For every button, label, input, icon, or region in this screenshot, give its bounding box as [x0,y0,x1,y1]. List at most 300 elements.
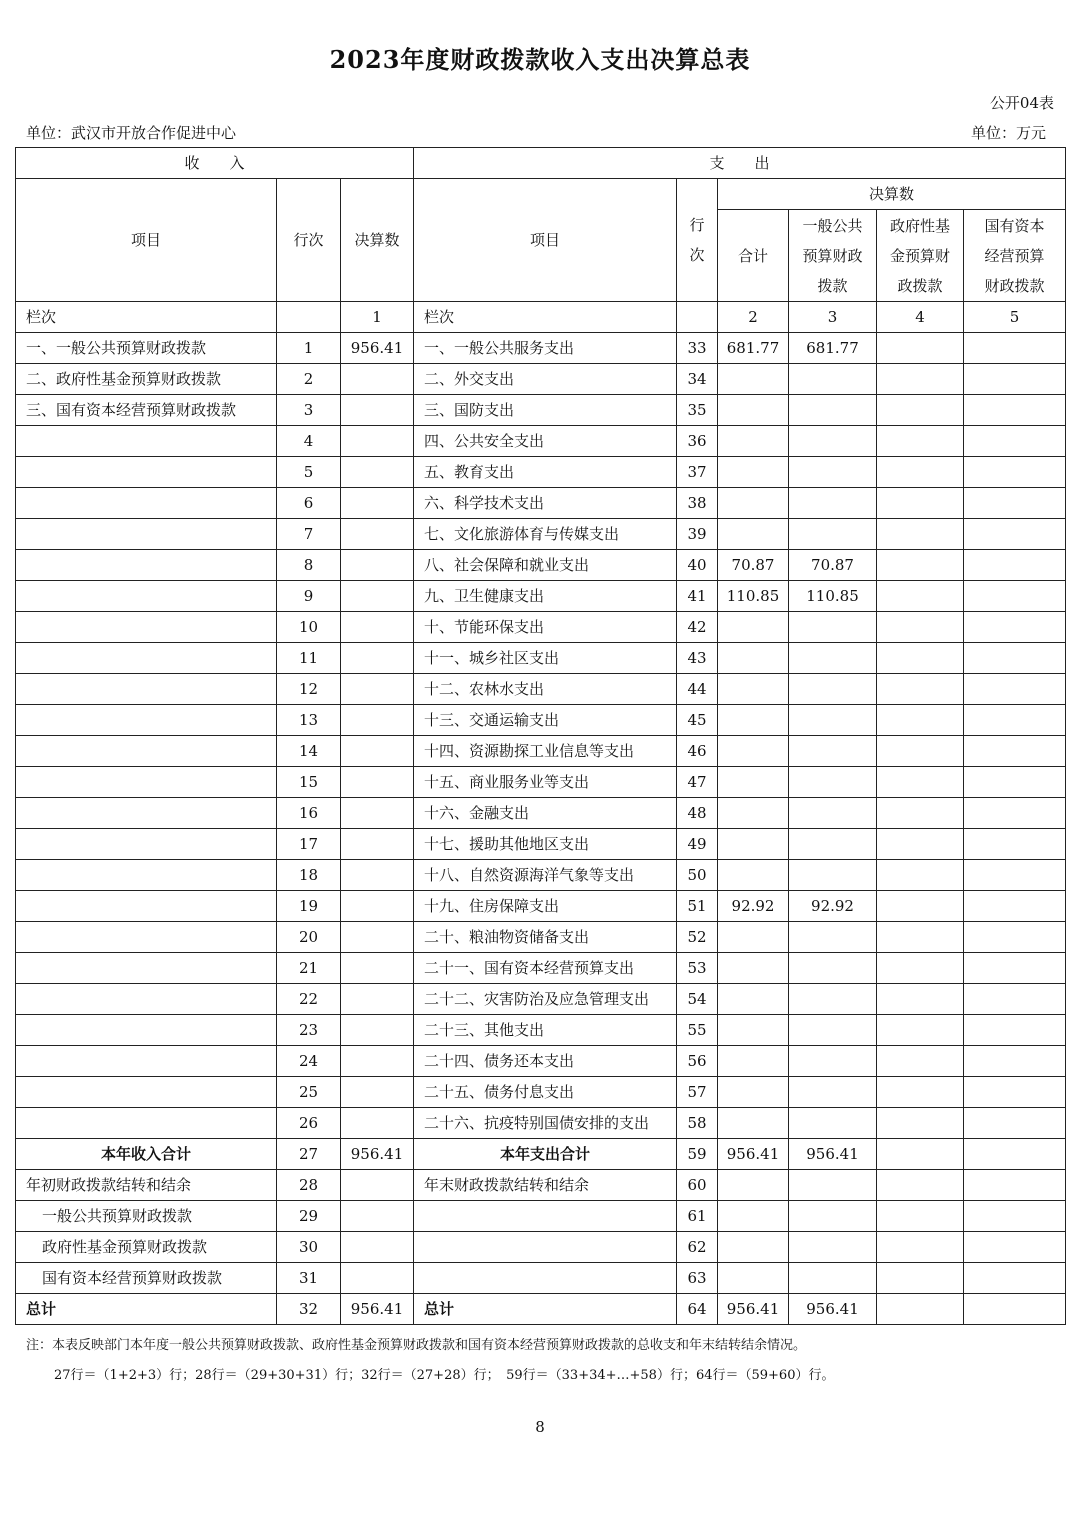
income-item-cell [16,519,277,550]
state-cell [964,457,1066,488]
expense-item-cell: 十九、住房保障支出 [414,891,677,922]
expense-line-cell: 33 [677,333,718,364]
income-amount-cell [341,1170,414,1201]
income-line-cell: 11 [277,643,341,674]
total-cell [718,1108,789,1139]
income-line-cell: 27 [277,1139,341,1170]
table-row [16,519,1066,550]
income-amount-cell [341,922,414,953]
table-row [16,1232,1066,1263]
total-cell [718,674,789,705]
income-item-header: 项目 [16,179,277,302]
expense-item-cell: 二十五、债务付息支出 [414,1077,677,1108]
income-line-cell: 1 [277,333,341,364]
expense-item-cell: 二十四、债务还本支出 [414,1046,677,1077]
fund-cell [877,1294,964,1325]
income-line-cell: 22 [277,984,341,1015]
fund-cell [877,1201,964,1232]
fund-cell [877,1139,964,1170]
col-index-1: 1 [341,302,414,333]
expense-line-cell: 50 [677,860,718,891]
fund-cell [877,984,964,1015]
table-row [16,364,1066,395]
col-index-2: 2 [718,302,789,333]
expense-item-cell: 八、社会保障和就业支出 [414,550,677,581]
total-cell [718,426,789,457]
expense-item-cell: 四、公共安全支出 [414,426,677,457]
table-row [16,457,1066,488]
table-row [16,705,1066,736]
income-amount-cell [341,829,414,860]
total-cell [718,395,789,426]
expense-item-cell: 二十三、其他支出 [414,1015,677,1046]
expense-item-cell: 二、外交支出 [414,364,677,395]
general-cell: 956.41 [789,1294,877,1325]
total-cell: 681.77 [718,333,789,364]
table-row [16,333,1066,364]
state-cell [964,829,1066,860]
state-cell [964,1077,1066,1108]
general-cell: 681.77 [789,333,877,364]
expense-line-cell: 48 [677,798,718,829]
amount-group-header: 决算数 [718,179,1066,210]
expense-line-cell: 45 [677,705,718,736]
income-amount-cell [341,1232,414,1263]
col-label-income: 栏次 [16,302,277,333]
header-section-row [16,148,1066,179]
state-cell [964,364,1066,395]
expense-item-cell: 十一、城乡社区支出 [414,643,677,674]
income-amount-cell: 956.41 [341,1294,414,1325]
table-row [16,1294,1066,1325]
unit-money: 单位：万元 [970,124,1046,142]
income-item-cell [16,1046,277,1077]
general-cell [789,829,877,860]
total-cell [718,705,789,736]
expense-line-cell: 49 [677,829,718,860]
total-cell [718,953,789,984]
income-item-cell [16,922,277,953]
total-cell [718,519,789,550]
expense-line-cell: 51 [677,891,718,922]
table-row [16,984,1066,1015]
income-amount-cell [341,581,414,612]
total-cell [718,1046,789,1077]
income-amount-header: 决算数 [341,179,414,302]
general-cell [789,1170,877,1201]
expense-item-cell: 一、一般公共服务支出 [414,333,677,364]
general-cell [789,612,877,643]
fund-cell [877,1232,964,1263]
general-cell [789,1201,877,1232]
total-cell [718,1263,789,1294]
income-amount-cell [341,395,414,426]
income-line-cell: 15 [277,767,341,798]
income-amount-cell [341,1201,414,1232]
fund-cell [877,1015,964,1046]
table-row [16,891,1066,922]
total-cell [718,1232,789,1263]
fund-cell [877,1263,964,1294]
income-line-cell: 30 [277,1232,341,1263]
fund-cell [877,333,964,364]
expense-item-cell [414,1201,677,1232]
expense-item-cell: 十七、援助其他地区支出 [414,829,677,860]
income-amount-cell [341,519,414,550]
expense-item-cell: 九、卫生健康支出 [414,581,677,612]
state-cell [964,674,1066,705]
fund-cell [877,705,964,736]
expense-line-cell: 62 [677,1232,718,1263]
income-amount-cell [341,1108,414,1139]
table-row [16,829,1066,860]
expense-item-cell: 十四、资源勘探工业信息等支出 [414,736,677,767]
income-line-cell: 4 [277,426,341,457]
note-line-1: 注：本表反映部门本年度一般公共预算财政拨款、政府性基金预算财政拨款和国有资本经营预算财政拨款的总收支和年末结转结余情况。 [26,1338,807,1353]
general-cell [789,395,877,426]
total-cell [718,860,789,891]
general-cell [789,922,877,953]
income-amount-cell [341,488,414,519]
table-row [16,488,1066,519]
income-amount-cell [341,891,414,922]
income-item-cell: 年初财政拨款结转和结余 [16,1170,277,1201]
income-item-cell [16,891,277,922]
total-cell [718,364,789,395]
income-line-cell: 29 [277,1201,341,1232]
general-cell [789,705,877,736]
total-cell: 956.41 [718,1294,789,1325]
income-amount-cell [341,643,414,674]
total-cell: 956.41 [718,1139,789,1170]
expense-item-cell: 六、科学技术支出 [414,488,677,519]
total-cell [718,1077,789,1108]
income-item-cell [16,1015,277,1046]
general-cell [789,798,877,829]
state-cell [964,1232,1066,1263]
expense-line-cell: 43 [677,643,718,674]
general-cell [789,1263,877,1294]
income-item-cell: 一、一般公共预算财政拨款 [16,333,277,364]
expense-line-cell: 42 [677,612,718,643]
fund-cell [877,798,964,829]
page-title: 2023年度财政拨款收入支出决算总表 [329,45,751,74]
income-line-cell: 24 [277,1046,341,1077]
state-cell [964,953,1066,984]
empty-cell [277,302,341,333]
total-cell [718,457,789,488]
expense-item-cell: 十八、自然资源海洋气象等支出 [414,860,677,891]
general-cell [789,767,877,798]
income-amount-cell [341,612,414,643]
expense-item-cell: 二十六、抗疫特别国债安排的支出 [414,1108,677,1139]
general-cell: 92.92 [789,891,877,922]
income-line-cell: 13 [277,705,341,736]
income-amount-cell [341,1263,414,1294]
income-header: 收 入 [16,148,414,179]
income-line-cell: 19 [277,891,341,922]
state-cell [964,1294,1066,1325]
expense-item-cell: 七、文化旅游体育与传媒支出 [414,519,677,550]
general-cell [789,736,877,767]
fund-cell [877,860,964,891]
general-cell [789,519,877,550]
state-cell [964,519,1066,550]
total-cell [718,488,789,519]
state-cell [964,550,1066,581]
fund-cell [877,1046,964,1077]
table-row [16,798,1066,829]
state-cell [964,860,1066,891]
col-index-3: 3 [789,302,877,333]
table-row [16,426,1066,457]
total-cell: 110.85 [718,581,789,612]
expense-item-cell: 总计 [414,1294,677,1325]
fund-cell [877,674,964,705]
expense-line-cell: 54 [677,984,718,1015]
expense-line-cell: 63 [677,1263,718,1294]
income-line-cell: 2 [277,364,341,395]
table-row [16,767,1066,798]
header-row-1 [16,179,1066,210]
general-cell [789,1046,877,1077]
state-cell [964,767,1066,798]
column-index-row [16,302,1066,333]
fund-cell [877,829,964,860]
expense-line-cell: 56 [677,1046,718,1077]
expense-item-cell [414,1232,677,1263]
income-amount-cell: 956.41 [341,1139,414,1170]
income-line-cell: 23 [277,1015,341,1046]
expense-item-cell: 十三、交通运输支出 [414,705,677,736]
expense-line-cell: 36 [677,426,718,457]
state-cell [964,333,1066,364]
income-item-cell [16,1108,277,1139]
income-item-cell [16,953,277,984]
income-amount-cell [341,705,414,736]
table-row [16,674,1066,705]
income-line-cell: 6 [277,488,341,519]
income-amount-cell [341,860,414,891]
total-cell [718,612,789,643]
income-amount-cell [341,550,414,581]
general-cell [789,1232,877,1263]
expense-line-cell: 35 [677,395,718,426]
state-cell [964,1201,1066,1232]
expense-line-cell: 64 [677,1294,718,1325]
income-item-cell: 本年收入合计 [16,1139,277,1170]
expense-line-cell: 53 [677,953,718,984]
state-cell [964,798,1066,829]
expense-item-cell: 十、节能环保支出 [414,612,677,643]
general-cell [789,457,877,488]
total-cell [718,1015,789,1046]
total-cell [718,1170,789,1201]
state-cell [964,922,1066,953]
expense-item-cell [414,1263,677,1294]
general-cell [789,426,877,457]
income-item-cell [16,798,277,829]
col-label-expense: 栏次 [414,302,677,333]
expense-line-cell: 44 [677,674,718,705]
income-item-cell: 三、国有资本经营预算财政拨款 [16,395,277,426]
table-row [16,643,1066,674]
income-item-cell [16,643,277,674]
fund-cell [877,922,964,953]
expense-line-cell: 58 [677,1108,718,1139]
fund-cell [877,488,964,519]
state-cell [964,705,1066,736]
state-cell [964,488,1066,519]
fund-cell [877,1170,964,1201]
total-cell [718,984,789,1015]
total-cell [718,736,789,767]
fund-cell [877,364,964,395]
total-cell [718,643,789,674]
total-cell [718,767,789,798]
fund-cell [877,612,964,643]
fund-cell [877,457,964,488]
expense-line-cell: 40 [677,550,718,581]
income-item-cell: 政府性基金预算财政拨款 [16,1232,277,1263]
income-amount-cell [341,426,414,457]
fund-cell [877,426,964,457]
income-item-cell [16,736,277,767]
income-item-cell [16,550,277,581]
income-item-cell [16,860,277,891]
income-line-cell: 31 [277,1263,341,1294]
income-amount-cell [341,457,414,488]
income-item-cell: 总计 [16,1294,277,1325]
total-cell [718,1201,789,1232]
income-item-cell [16,581,277,612]
income-item-cell [16,1077,277,1108]
fund-cell [877,395,964,426]
fund-cell [877,581,964,612]
income-item-cell [16,457,277,488]
state-cell [964,1015,1066,1046]
income-line-cell: 17 [277,829,341,860]
general-cell [789,953,877,984]
state-cell [964,395,1066,426]
general-cell [789,1077,877,1108]
general-cell: 70.87 [789,550,877,581]
general-cell [789,643,877,674]
expense-line-cell: 34 [677,364,718,395]
table-row [16,395,1066,426]
expense-item-cell: 年末财政拨款结转和结余 [414,1170,677,1201]
income-amount-cell [341,798,414,829]
expense-item-cell: 二十二、灾害防治及应急管理支出 [414,984,677,1015]
income-amount-cell [341,364,414,395]
table-row [16,736,1066,767]
table-row [16,581,1066,612]
income-amount-cell [341,674,414,705]
income-line-cell: 8 [277,550,341,581]
expense-item-cell: 十五、商业服务业等支出 [414,767,677,798]
expense-line-cell: 52 [677,922,718,953]
expense-header: 支 出 [414,148,1066,179]
income-amount-cell [341,953,414,984]
income-line-cell: 12 [277,674,341,705]
fund-cell [877,767,964,798]
income-line-cell: 5 [277,457,341,488]
general-cell [789,984,877,1015]
total-cell [718,829,789,860]
income-line-cell: 28 [277,1170,341,1201]
expense-item-cell: 二十、粮油物资储备支出 [414,922,677,953]
table-row [16,1077,1066,1108]
table-row [16,953,1066,984]
unit-organization: 单位：武汉市开放合作促进中心 [26,124,237,142]
income-line-cell: 7 [277,519,341,550]
general-cell [789,860,877,891]
income-item-cell [16,984,277,1015]
table-row [16,1201,1066,1232]
income-item-cell [16,674,277,705]
state-cell [964,426,1066,457]
total-cell [718,798,789,829]
table-row [16,1108,1066,1139]
total-header: 合计 [718,210,789,302]
income-line-cell: 16 [277,798,341,829]
general-header: 一般公共预算财政拨款 [789,210,877,302]
state-cell [964,736,1066,767]
income-item-cell: 国有资本经营预算财政拨款 [16,1263,277,1294]
general-cell [789,364,877,395]
income-line-cell: 9 [277,581,341,612]
income-line-cell: 10 [277,612,341,643]
fund-cell [877,736,964,767]
state-cell [964,1139,1066,1170]
col-index-5: 5 [964,302,1066,333]
general-cell [789,674,877,705]
state-header: 国有资本经营预算财政拨款 [964,210,1066,302]
expense-line-cell: 55 [677,1015,718,1046]
fund-header: 政府性基金预算财政拨款 [877,210,964,302]
total-cell [718,922,789,953]
fund-cell [877,550,964,581]
income-amount-cell [341,736,414,767]
income-line-cell: 18 [277,860,341,891]
table-row [16,550,1066,581]
fund-cell [877,891,964,922]
expense-item-cell: 十六、金融支出 [414,798,677,829]
note-line-2: 27行＝（1+2+3）行；28行＝（29+30+31）行；32行＝（27+28）行； 59行＝（33+34+…+58）行；64行＝（59+60）行。 [54,1368,835,1383]
table-row [16,860,1066,891]
income-line-cell: 20 [277,922,341,953]
state-cell [964,643,1066,674]
fund-cell [877,1077,964,1108]
total-cell: 92.92 [718,891,789,922]
state-cell [964,1263,1066,1294]
expense-item-cell: 三、国防支出 [414,395,677,426]
general-cell [789,1108,877,1139]
income-item-cell: 一般公共预算财政拨款 [16,1201,277,1232]
income-line-cell: 32 [277,1294,341,1325]
income-line-cell: 3 [277,395,341,426]
state-cell [964,1170,1066,1201]
income-line-cell: 14 [277,736,341,767]
empty-cell [677,302,718,333]
income-item-cell: 二、政府性基金预算财政拨款 [16,364,277,395]
state-cell [964,612,1066,643]
income-item-cell [16,767,277,798]
expense-line-cell: 59 [677,1139,718,1170]
general-cell [789,1015,877,1046]
expense-line-cell: 39 [677,519,718,550]
fund-cell [877,519,964,550]
